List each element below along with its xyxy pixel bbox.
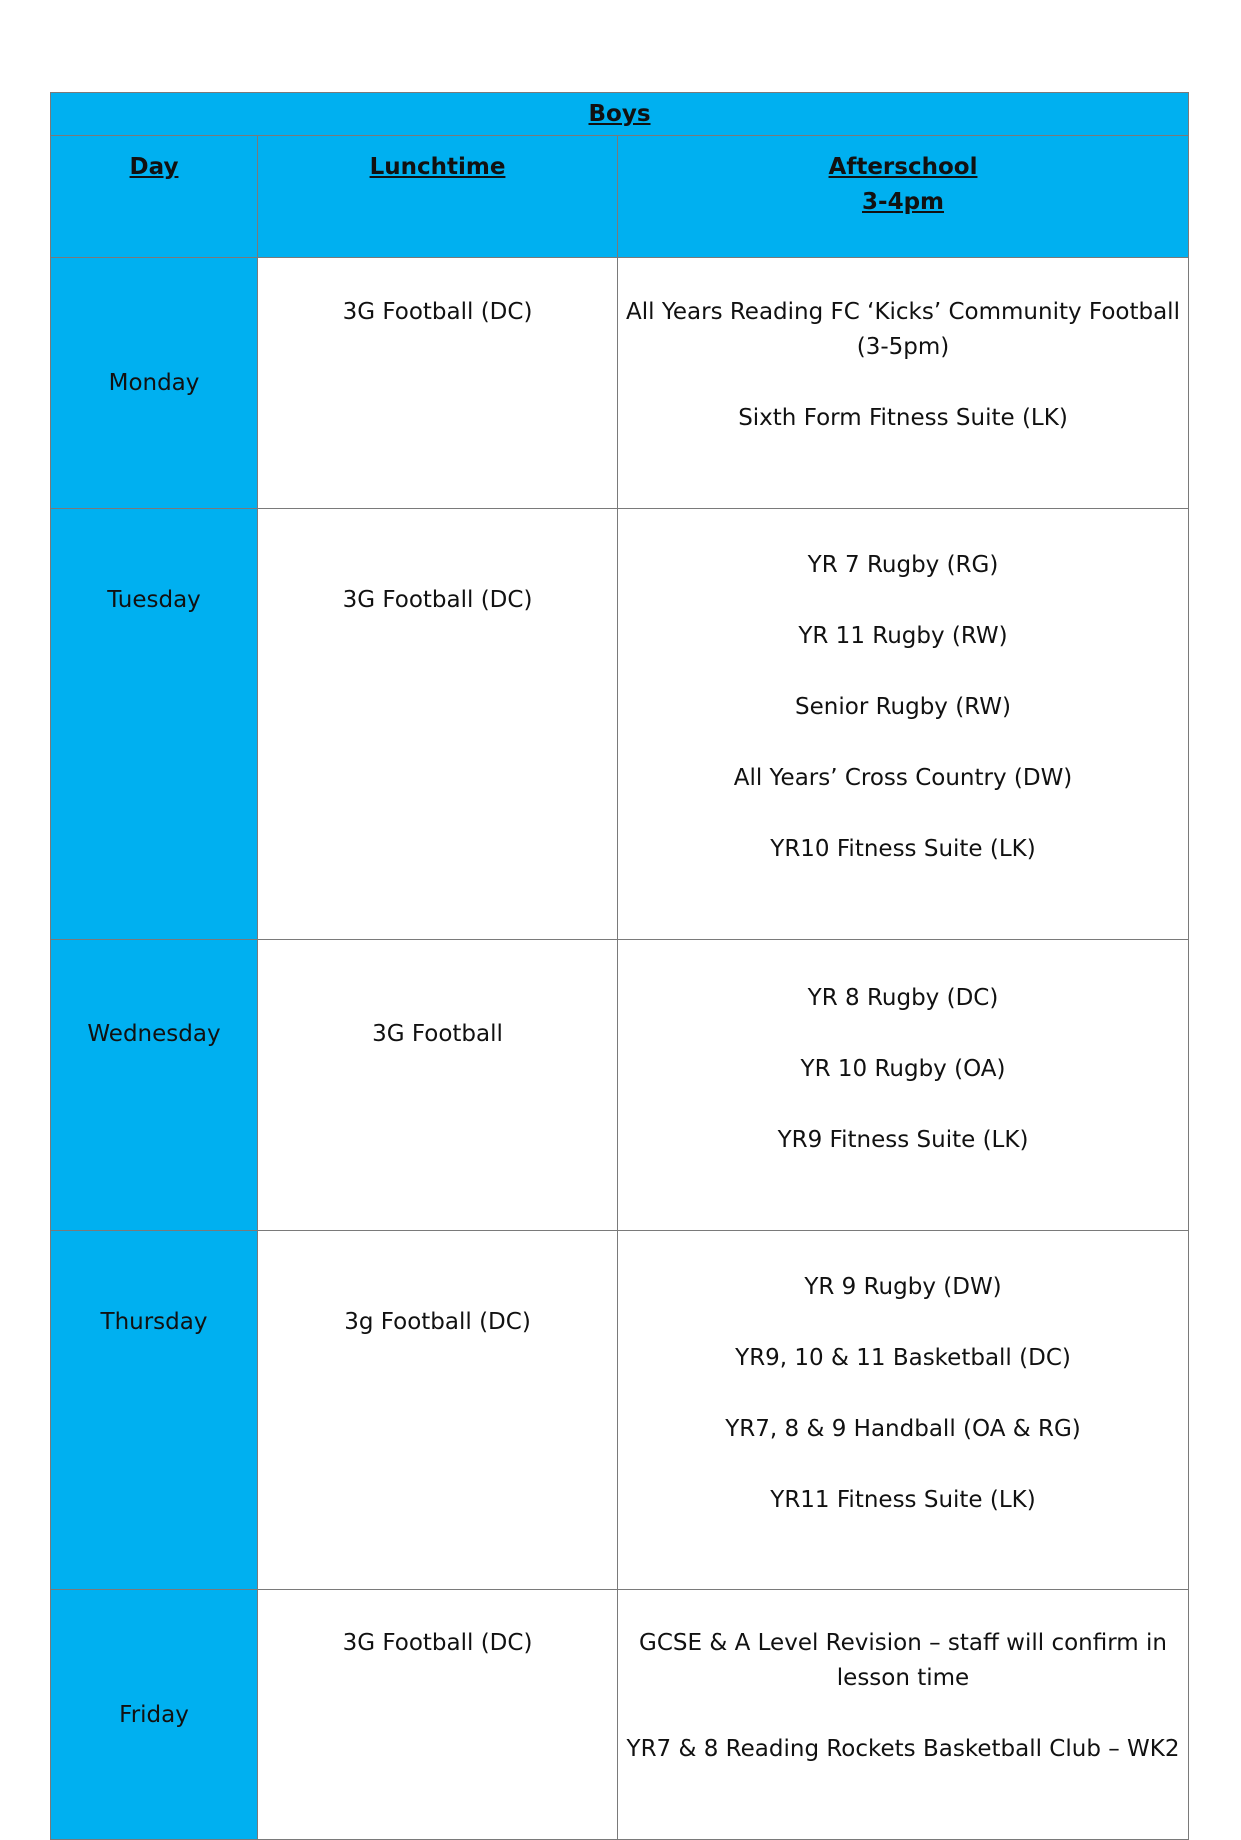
afterschool-activity: YR9 Fitness Suite (LK): [777, 1127, 1029, 1153]
table-title-cell: [51, 93, 1189, 136]
afterschool-activity: Sixth Form Fitness Suite (LK): [738, 405, 1068, 431]
header-afterschool: Afterschool: [828, 154, 978, 180]
afterschool-activity: YR10 Fitness Suite (LK): [770, 836, 1036, 862]
day-label: Thursday: [100, 1309, 208, 1335]
afterschool-activity: YR7, 8 & 9 Handball (OA & RG): [725, 1416, 1081, 1442]
header-lunchtime-cell: [258, 136, 618, 258]
day-label: Wednesday: [87, 1021, 221, 1047]
afterschool-activity: YR11 Fitness Suite (LK): [770, 1487, 1036, 1513]
table-row-wednesday: [51, 940, 1189, 1231]
lunchtime-activity: 3G Football: [372, 1021, 503, 1047]
day-label: Friday: [119, 1701, 189, 1728]
afterschool-activity: YR 11 Rugby (RW): [798, 623, 1008, 649]
lunchtime-cell: [258, 940, 618, 1231]
table-row-monday: [51, 258, 1189, 509]
lunchtime-activity: 3g Football (DC): [344, 1309, 531, 1335]
lunchtime-cell: [258, 1231, 618, 1590]
table-row-friday: [51, 1590, 1189, 1840]
day-cell: [51, 1590, 258, 1840]
header-lunchtime: Lunchtime: [369, 154, 506, 180]
lunchtime-activity: 3G Football (DC): [342, 587, 533, 613]
afterschool-cell: [618, 940, 1189, 1231]
afterschool-activity: YR7 & 8 Reading Rockets Basketball Club – WK2: [626, 1736, 1180, 1762]
afterschool-activity: Senior Rugby (RW): [795, 694, 1011, 720]
day-cell: [51, 509, 258, 940]
table-row-tuesday: [51, 509, 1189, 940]
header-day: Day: [129, 154, 179, 180]
day-cell: [51, 940, 258, 1231]
day-label: Monday: [108, 370, 200, 396]
afterschool-activity: YR 9 Rugby (DW): [804, 1274, 1002, 1300]
afterschool-activity: YR 8 Rugby (DC): [807, 985, 999, 1011]
afterschool-activity: YR9, 10 & 11 Basketball (DC): [735, 1345, 1071, 1371]
afterschool-activity: YR 7 Rugby (RG): [807, 552, 999, 578]
afterschool-cell: [618, 509, 1189, 940]
lunchtime-cell: [258, 258, 618, 509]
afterschool-activity: All Years’ Cross Country (DW): [733, 765, 1073, 791]
boys-schedule-table: [50, 92, 1189, 1840]
afterschool-cell: [618, 1590, 1189, 1840]
lunchtime-activity: 3G Football (DC): [342, 1630, 533, 1656]
lunchtime-activity: 3G Football (DC): [342, 299, 533, 325]
header-day-cell: [51, 136, 258, 258]
afterschool-activity: GCSE & A Level Revision – staff will confirm in lesson time: [639, 1630, 1167, 1691]
lunchtime-cell: [258, 1590, 618, 1840]
afterschool-cell: [618, 1231, 1189, 1590]
day-cell: [51, 258, 258, 509]
table-row-thursday: [51, 1231, 1189, 1590]
afterschool-cell: [618, 258, 1189, 509]
day-cell: [51, 1231, 258, 1590]
header-afterschool-time: 3-4pm: [862, 189, 944, 215]
afterschool-activity: YR 10 Rugby (OA): [800, 1056, 1006, 1082]
lunchtime-cell: [258, 509, 618, 940]
header-afterschool-cell: [618, 136, 1189, 258]
afterschool-activity: All Years Reading FC ‘Kicks’ Community Football (3-5pm): [626, 299, 1180, 360]
table-title: Boys: [588, 101, 651, 127]
day-label: Tuesday: [107, 587, 201, 613]
